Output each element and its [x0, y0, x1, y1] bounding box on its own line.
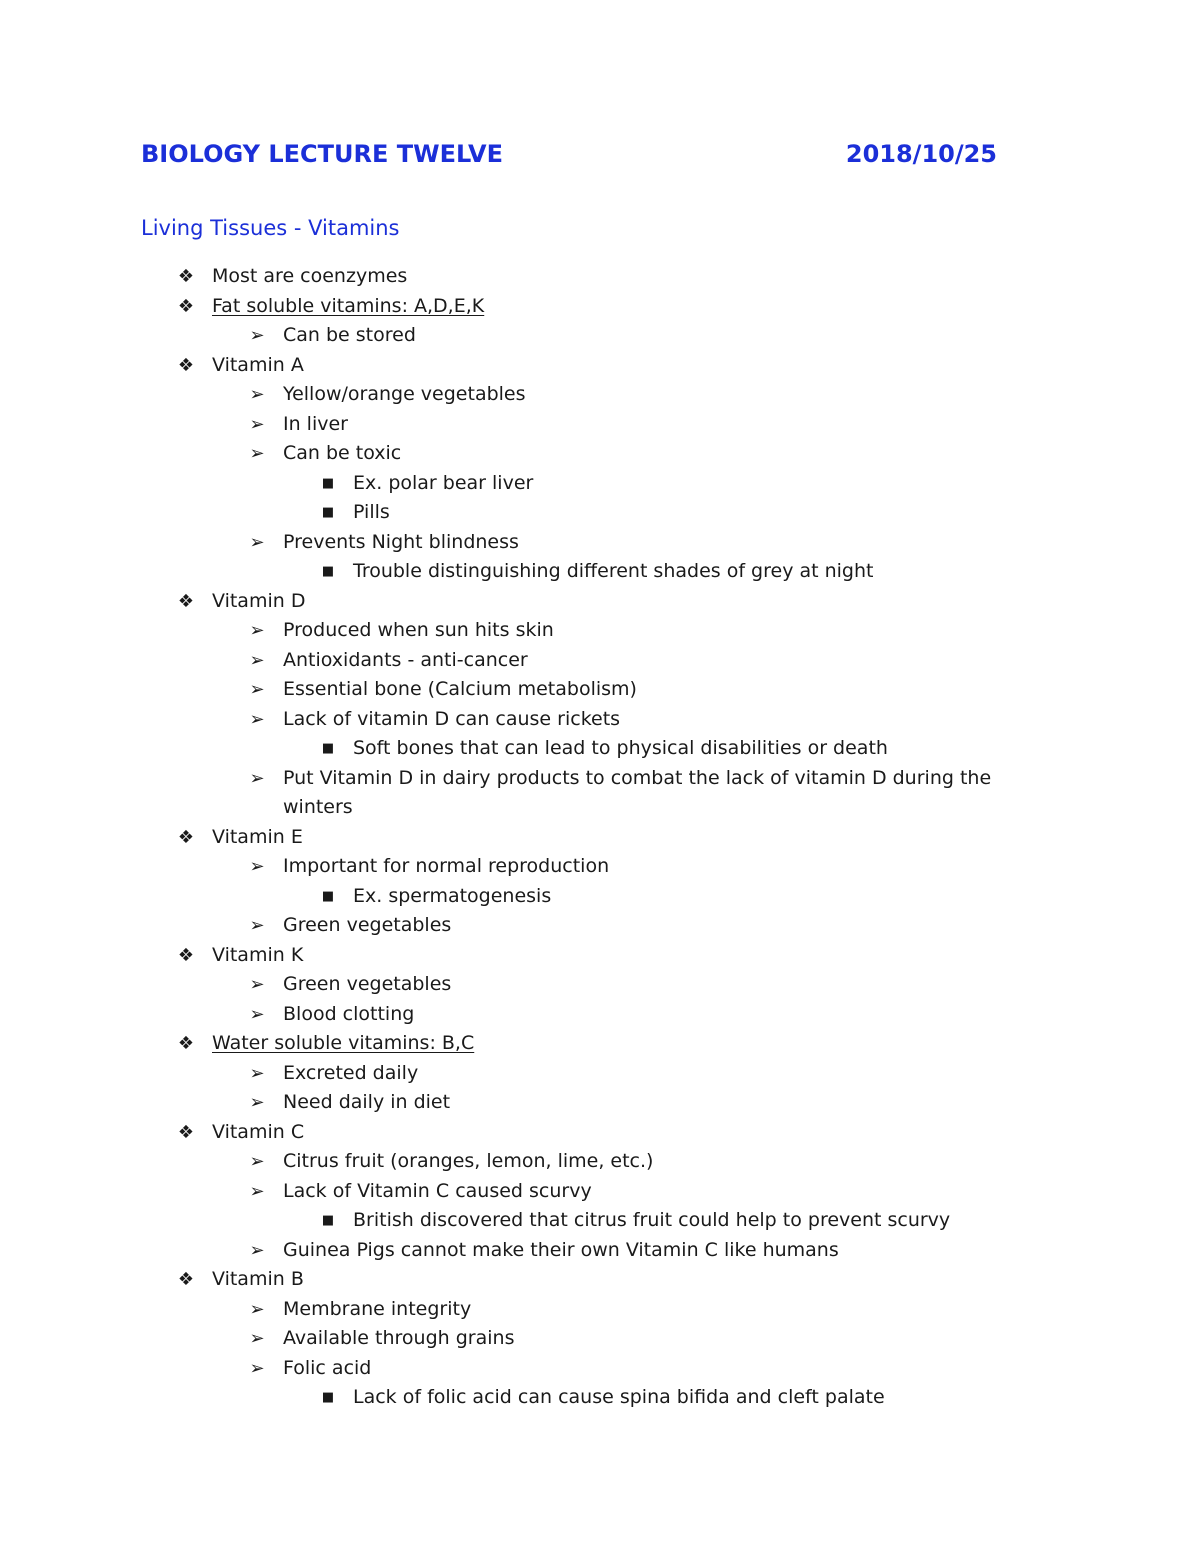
document-date: 2018/10/25	[845, 140, 997, 168]
bullet-icon: ➢	[249, 1003, 265, 1025]
outline-item-level-2	[0, 1295, 1200, 1325]
outline-item-level-2	[0, 528, 1200, 558]
outline-item-level-1	[0, 351, 1200, 381]
outline-item-text: Yellow/orange vegetables	[283, 383, 526, 405]
outline-item-text: Membrane integrity	[283, 1297, 472, 1320]
outline-item-level-2	[0, 380, 1200, 410]
outline-item-level-1	[0, 262, 1200, 292]
bullet-icon: ❖	[177, 266, 195, 287]
outline-item-level-2	[0, 646, 1200, 676]
outline-item-level-2	[0, 705, 1200, 735]
outline-item-level-2	[0, 911, 1200, 941]
bullet-icon: ➢	[249, 1180, 265, 1202]
bullet-icon: ➢	[249, 915, 265, 936]
bullet-icon: ➢	[249, 974, 265, 995]
outline-item-text: Vitamin K	[212, 943, 304, 966]
outline-item-text: Vitamin B	[212, 1268, 304, 1290]
outline-item-text: Put Vitamin D in dairy products to combat the lack of vitamin D during the winters	[283, 766, 992, 818]
bullet-icon: ■	[321, 741, 335, 756]
outline-item-text: British discovered that citrus fruit could help to prevent scurvy	[353, 1209, 951, 1231]
outline-item-text: Excreted daily	[283, 1061, 419, 1084]
outline-item-level-3	[0, 1206, 1200, 1236]
bullet-icon: ■	[321, 1390, 335, 1405]
outline-item-text: Citrus fruit (oranges, lemon, lime, etc.)	[283, 1150, 654, 1172]
bullet-icon: ❖	[177, 1121, 195, 1143]
outline-item-text: Vitamin C	[212, 1120, 305, 1143]
outline-item-text: Can be stored	[283, 324, 416, 346]
bullet-icon: ❖	[177, 1269, 195, 1290]
notes-outline	[0, 262, 1200, 1413]
bullet-icon: ❖	[177, 295, 195, 317]
bullet-icon: ➢	[249, 413, 265, 435]
outline-item-text: Prevents Night blindness	[283, 530, 519, 553]
outline-item-text: Water soluble vitamins: B,C	[212, 1032, 475, 1054]
outline-item-text: Essential bone (Calcium metabolism)	[283, 678, 637, 700]
outline-item-text: Trouble distinguishing different shades of grey at night	[353, 560, 874, 582]
outline-item-text: Green vegetables	[283, 914, 452, 936]
outline-item-level-2	[0, 321, 1200, 351]
bullet-icon: ➢	[249, 384, 265, 405]
outline-item-text: Guinea Pigs cannot make their own Vitamin C like humans	[283, 1238, 839, 1261]
bullet-icon: ➢	[249, 1151, 265, 1172]
outline-item-text: Antioxidants - anti-cancer	[283, 648, 528, 671]
outline-item-text: Vitamin A	[212, 353, 304, 376]
outline-item-level-2	[0, 1000, 1200, 1030]
bullet-icon: ➢	[249, 443, 265, 464]
outline-item-level-3	[0, 557, 1200, 587]
document-title: BIOLOGY LECTURE TWELVE	[141, 140, 503, 168]
bullet-icon: ■	[321, 564, 335, 579]
outline-item-level-1	[0, 1029, 1200, 1059]
outline-item-level-2	[0, 410, 1200, 440]
outline-item-level-2	[0, 1236, 1200, 1266]
bullet-icon: ➢	[249, 1092, 265, 1113]
outline-item-text: Need daily in diet	[283, 1091, 451, 1113]
outline-item-level-1	[0, 587, 1200, 617]
bullet-icon: ➢	[249, 620, 265, 641]
bullet-icon: ■	[321, 1213, 335, 1228]
outline-item-text: Ex. spermatogenesis	[353, 884, 552, 907]
outline-item-text: Available through grains	[283, 1327, 515, 1349]
outline-item-level-3	[0, 498, 1200, 528]
bullet-icon: ■	[321, 888, 335, 904]
bullet-icon: ➢	[249, 1239, 265, 1261]
outline-item-level-2	[0, 764, 1003, 823]
bullet-icon: ➢	[249, 767, 265, 789]
bullet-icon: ❖	[177, 944, 195, 966]
outline-item-text: Ex. polar bear liver	[353, 471, 534, 494]
bullet-icon: ➢	[249, 649, 265, 671]
outline-item-level-2	[0, 439, 1200, 469]
outline-item-text: Folic acid	[283, 1356, 372, 1379]
section-heading: Living Tissues - Vitamins	[141, 216, 400, 240]
bullet-icon: ➢	[249, 1357, 265, 1379]
outline-item-level-2	[0, 675, 1200, 705]
outline-item-text: Produced when sun hits skin	[283, 619, 554, 641]
outline-item-level-1	[0, 823, 1200, 853]
outline-item-text: Most are coenzymes	[212, 265, 408, 287]
outline-item-level-2	[0, 852, 1200, 882]
outline-item-level-3	[0, 469, 1200, 499]
outline-item-level-2	[0, 1177, 1200, 1207]
outline-item-text: Lack of vitamin D can cause rickets	[283, 707, 621, 730]
outline-item-text: Vitamin D	[212, 589, 306, 612]
outline-item-level-2	[0, 1147, 1200, 1177]
bullet-icon: ➢	[249, 679, 265, 700]
bullet-icon: ➢	[249, 856, 265, 877]
outline-item-text: Can be toxic	[283, 442, 402, 464]
outline-item-level-2	[0, 616, 1200, 646]
outline-item-text: Vitamin E	[212, 825, 303, 848]
outline-item-text: Lack of folic acid can cause spina bifida and cleft palate	[353, 1386, 885, 1408]
outline-item-level-3	[0, 1383, 1200, 1413]
outline-item-level-1	[0, 941, 1200, 971]
bullet-icon: ➢	[249, 1298, 265, 1320]
outline-item-level-2	[0, 1059, 1200, 1089]
outline-item-text: Soft bones that can lead to physical disabilities or death	[353, 737, 888, 759]
document-header	[141, 140, 997, 168]
outline-item-level-1	[0, 1118, 1200, 1148]
outline-item-level-1	[0, 1265, 1200, 1295]
outline-item-text: Fat soluble vitamins: A,D,E,K	[212, 294, 485, 317]
outline-item-text: In liver	[283, 412, 348, 435]
outline-item-text: Pills	[353, 501, 390, 523]
outline-item-level-2	[0, 1324, 1200, 1354]
bullet-icon: ➢	[249, 325, 265, 346]
bullet-icon: ❖	[177, 354, 195, 376]
outline-item-level-3	[0, 882, 1200, 912]
outline-item-level-3	[0, 734, 1200, 764]
outline-item-level-2	[0, 1354, 1200, 1384]
outline-item-text: Lack of Vitamin C caused scurvy	[283, 1179, 592, 1202]
outline-item-text: Blood clotting	[283, 1002, 415, 1025]
outline-item-level-2	[0, 1088, 1200, 1118]
bullet-icon: ❖	[177, 826, 195, 848]
bullet-icon: ❖	[177, 1033, 195, 1054]
bullet-icon: ➢	[249, 531, 265, 553]
bullet-icon: ❖	[177, 590, 195, 612]
outline-item-level-2	[0, 970, 1200, 1000]
outline-item-level-1	[0, 292, 1200, 322]
bullet-icon: ➢	[249, 1328, 265, 1349]
bullet-icon: ■	[321, 475, 335, 491]
bullet-icon: ➢	[249, 708, 265, 730]
outline-item-text: Green vegetables	[283, 973, 452, 995]
bullet-icon: ➢	[249, 1062, 265, 1084]
outline-item-text: Important for normal reproduction	[283, 855, 610, 877]
bullet-icon: ■	[321, 505, 335, 520]
